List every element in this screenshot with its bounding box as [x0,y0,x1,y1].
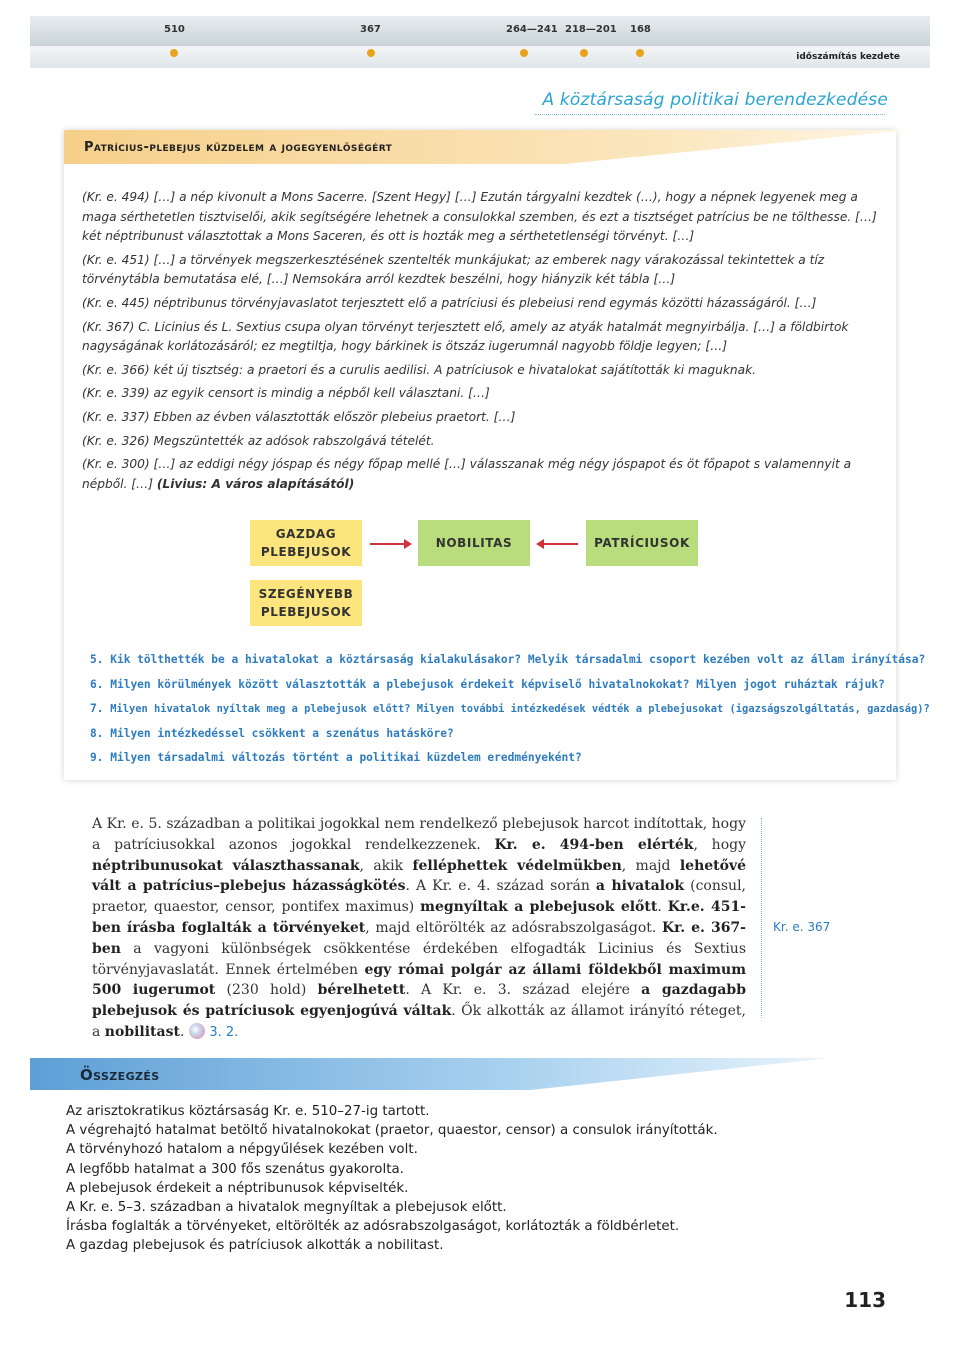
text-run: , majd [621,857,680,874]
source-panel [64,130,930,780]
main-text [92,814,746,1044]
bold-run: felléphettek védelmükben [412,857,622,874]
panel-title-overlay: Patrícius-plebejus küzdelem a jogegyenlőségért [84,140,393,155]
bold-run: bérelhetett [317,982,406,999]
summary-line: A plebejusok érdekeit a néptribunusok képviselték. [66,1180,409,1196]
summary-line: A gazdag plebejusok és patríciusok alkották a nobilitast. [66,1238,444,1254]
text-run: (230 hold) [215,982,318,999]
text-run: a vagyoni különbségek csökkentése érdekében elfogadták Licinius és Sextius törvényjavaslatát. Ennek értelmében [92,940,746,978]
question-number: 5. [90,653,104,666]
arrow-left-icon [538,543,578,545]
question-number: 6. [90,677,104,691]
question-number: 7. [90,702,104,715]
timeline-label-218-201: 218—201 [565,24,617,35]
text-run: (consul, praetor, quaestor, censor, pontifex maximus) [92,878,747,916]
summary-title: Összegzés [80,1066,160,1084]
question-item [90,746,880,771]
timeline-marker [636,49,644,57]
summary-list [66,1102,866,1256]
bold-run: Kr. e. 367-ben [92,919,746,957]
question-item [90,722,880,747]
text-run: , majd eltörölték az adósrabszolgaságot. [365,919,662,936]
disc-icon[interactable] [189,1023,205,1039]
source-paragraph: (Kr. e. 326) Megszüntették az adósok rabszolgává tételét. [82,433,435,448]
text-run: . [657,899,668,916]
arrow-right-icon [370,543,410,545]
bold-run: Kr. e. 494-ben elérték [494,836,694,853]
question-text: Milyen hivatalok nyíltak meg a plebejusok előtt? Milyen további intézkedések védték a plebejusokat (igazságszolgáltatás, gazdaság)? [110,703,930,715]
question-number: 8. [90,726,104,740]
question-list [90,648,930,771]
text-run: . Ők alkották az államot irányító réteget, a [92,1003,746,1040]
summary-line: A Kr. e. 5–3. században a hivatalok megnyíltak a plebejusok előtt. [66,1200,507,1216]
diagram-box-patricians: PATRÍCIUSOK [586,520,698,566]
question-text: Milyen társadalmi változás történt a politikai küzdelem eredményeként? [110,751,582,764]
margin-note: Kr. e. 367 [773,920,831,934]
margin-rule [761,818,762,1018]
bold-run: néptribunusokat választhassanak [92,857,360,874]
page-number: 113 [844,1288,886,1312]
diagram-box-rich-plebeians: GAZDAG PLEBEJUSOK [250,520,362,566]
source-paragraph: (Kr. 367) C. Licinius és L. Sextius csupa olyan törvényt terjesztett elő, amely az atyák hatalmát megnyirbálja. […] a földbirtok nagyságának korlátozásáról; ez megtiltja, hogy bárkinek is ötszáz iugerumnál nagyobb földje legyen; […] [82,319,849,354]
bold-run: nobilitast [104,1023,180,1040]
source-text [82,188,884,498]
diagram-box-poor-plebeians: SZEGÉNYEBB PLEBEJUSOK [250,580,362,626]
question-item [90,648,926,673]
question-text: Kik tölthették be a hivatalokat a köztársaság kialakulásakor? Melyik társadalmi csoport kezében volt az állam irányítása? [110,653,926,666]
timeline-marker [367,49,375,57]
source-paragraph: (Kr. e. 366) két új tisztség: a praetori és a curulis aedilisi. A patríciusok e hivatalokat sajátították ki maguknak. [82,362,757,377]
question-item [90,673,885,698]
bold-run: lehetővé vált a patrícius–plebejus házasságkötés [92,857,747,895]
source-paragraph: (Kr. e. 300) […] az eddigi négy jóspap és négy főpap mellé […] válasszanak még négy jóspapot és öt főpapot s valamennyit a népből. […] [82,457,852,491]
timeline-label-367: 367 [360,24,381,35]
bold-run: a hivatalok [595,878,685,895]
summary-line: Írásba foglalták a törvényeket, eltörölték az adósrabszolgaságot, korlátozták a földbérletet. [66,1219,680,1235]
summary-line: A legfőbb hatalmat a 300 fős szenátus gyakorolta. [66,1161,404,1177]
source-paragraph: (Kr. e. 337) Ebben az évben választották először plebeius praetort. […] [82,409,516,424]
source-paragraph: (Kr. e. 445) néptribunus törvényjavaslatot terjesztett elő a patríciusi és plebeiusi rend egymás közötti házasságáról. […] [82,295,817,310]
section-title-rule [535,114,885,115]
question-text: Milyen intézkedéssel csökkent a szenátus hatásköre? [110,726,454,740]
bold-run: egy római polgár az állami földekből maximum 500 iugerumot [92,961,747,999]
timeline-label-168: 168 [630,24,651,35]
diagram-box-nobilitas: NOBILITAS [418,520,530,566]
text-run: , akik [359,857,413,874]
question-item [90,697,930,722]
question-number: 9. [90,751,104,764]
source-paragraph: (Kr. e. 339) az egyik censort is mindig a népből kell választani. […] [82,386,490,401]
summary-line: Az arisztokratikus köztársaság Kr. e. 510–27-ig tartott. [66,1104,430,1119]
source-paragraph-last [82,455,884,494]
text-run: . [179,1023,189,1040]
summary-line: A végrehajtó hatalmat betöltő hivatalnokokat (praetor, quaestor, censor) a consulok irányították. [66,1123,718,1139]
text-run: A Kr. e. 5. században a politikai jogokkal nem rendelkező plebejusok harcot indítottak, hogy a patríciusokkal azonos jogokkal rendelkezzenek. [92,816,746,853]
source-citation: (Livius: A város alapításától) [156,476,355,491]
bold-run: megnyíltak a plebejusok előtt [420,899,658,916]
timeline-marker [170,49,178,57]
timeline-end-label: időszámítás kezdete [796,52,900,62]
summary-line: A törvényhozó hatalom a népgyűlések kezében volt. [66,1142,418,1158]
cross-reference-link[interactable]: 3. 2. [209,1024,239,1040]
timeline-label-264-241: 264—241 [506,24,558,35]
text-run: . A Kr. e. 4. század során [405,878,596,895]
timeline-label-510: 510 [164,24,185,35]
section-title: A köztársaság politikai berendezkedése [542,90,888,110]
text-run: . A Kr. e. 3. század elejére [405,982,642,999]
timeline-band-lower [30,46,930,68]
question-text: Milyen körülmények között választották a plebejusok érdekeit képviselő hivatalnokokat? Milyen jogot ruháztak rájuk? [110,677,885,691]
text-run: , hogy [693,836,746,853]
timeline-marker [580,49,588,57]
bold-run: a gazdagabb plebejusok és patríciusok egyenjogúvá váltak [92,982,746,1020]
bold-run: Kr.e. 451-ben írásba foglalták a törvényeket [92,899,746,936]
timeline-marker [520,49,528,57]
source-paragraph: (Kr. e. 451) […] a törvények megszerkesztésének szentelték munkájukat; az emberek nagy várakozással tekintettek a tíz törvénytábla bemutatása elé, […] Nemsokára arról kezdtek beszélni, hogy hiányzik két tábla […] [82,252,825,287]
summary-header-band [30,1058,930,1090]
source-paragraph: (Kr. e. 494) […] a nép kivonult a Mons Sacerre. [Szent Hegy] […] Ezután tárgyalni kezdtek (…), hogy a népnek legyenek meg a maga sérthetetlen tisztviselői, akik segítségére lehetnek a consulokkal szemben, és ezt a tisztséget patrícius be ne tölthesse. […] két néptribunust választottak a Mons Saceren, és ott is hozták meg a sérthetetlenségi törvényt. […] [82,190,877,244]
timeline-bar [30,16,930,72]
